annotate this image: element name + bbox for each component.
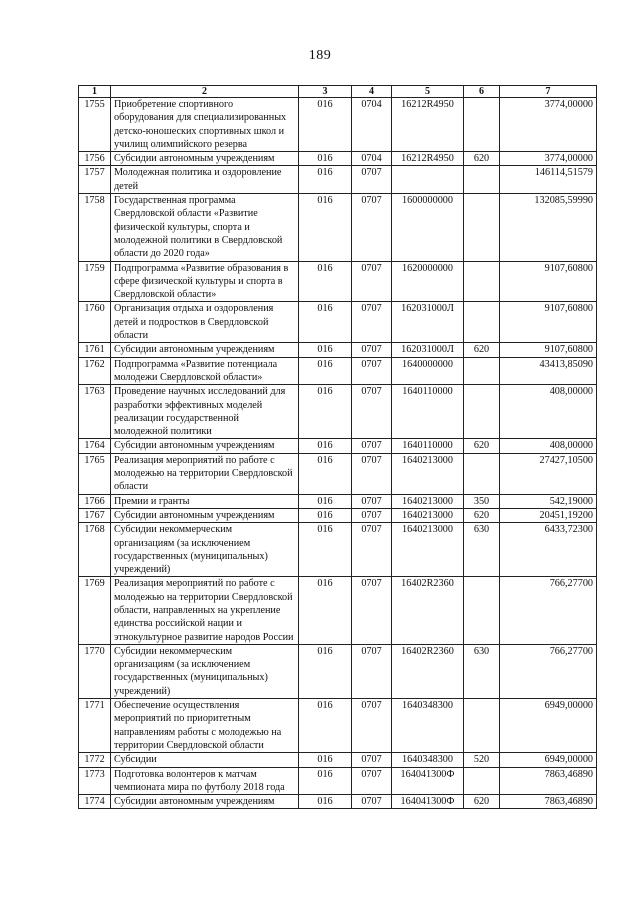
row-code-4: 0707 (352, 508, 392, 522)
row-name: Проведение научных исследований для разработки эффективных моделей реализации государственной молодежной политики (111, 385, 299, 439)
row-name: Обеспечение осуществления мероприятий по приоритетным направлениям работы с молодежью на территории Свердловской области (111, 699, 299, 753)
row-number: 1773 (79, 767, 111, 795)
row-number: 1756 (79, 152, 111, 166)
row-number: 1767 (79, 508, 111, 522)
row-code-6: 620 (464, 152, 500, 166)
row-amount: 3774,00000 (500, 98, 597, 152)
table-row (79, 577, 597, 644)
row-code-5: 164041300Ф (392, 795, 464, 809)
row-code-4: 0704 (352, 98, 392, 152)
table-row (79, 385, 597, 439)
row-amount: 27427,10500 (500, 453, 597, 494)
table-row (79, 152, 597, 166)
row-number: 1771 (79, 699, 111, 753)
budget-table (78, 85, 597, 809)
table-row (79, 699, 597, 753)
row-code-5 (392, 166, 464, 194)
row-code-5: 1640213000 (392, 508, 464, 522)
row-amount: 9107,60800 (500, 343, 597, 357)
row-code-5: 16402R2360 (392, 577, 464, 644)
row-amount: 766,27700 (500, 577, 597, 644)
row-amount: 43413,85090 (500, 357, 597, 385)
row-code-4: 0707 (352, 795, 392, 809)
row-code-4: 0707 (352, 166, 392, 194)
row-amount: 146114,51579 (500, 166, 597, 194)
row-number: 1758 (79, 194, 111, 261)
table-row (79, 644, 597, 698)
row-number: 1769 (79, 577, 111, 644)
row-code-5: 1640213000 (392, 453, 464, 494)
row-code-3: 016 (299, 523, 352, 577)
row-code-4: 0704 (352, 152, 392, 166)
row-code-3: 016 (299, 261, 352, 302)
row-code-3: 016 (299, 152, 352, 166)
row-name: Реализация мероприятий по работе с молодежью на территории Свердловской области (111, 453, 299, 494)
row-name: Подпрограмма «Развитие потенциала молодежи Свердловской области» (111, 357, 299, 385)
table-row (79, 508, 597, 522)
row-number: 1762 (79, 357, 111, 385)
row-number: 1759 (79, 261, 111, 302)
row-number: 1770 (79, 644, 111, 698)
row-amount: 132085,59990 (500, 194, 597, 261)
row-code-6 (464, 699, 500, 753)
row-code-5: 1600000000 (392, 194, 464, 261)
row-code-3: 016 (299, 98, 352, 152)
row-code-6 (464, 453, 500, 494)
row-code-3: 016 (299, 767, 352, 795)
row-code-5: 1640000000 (392, 357, 464, 385)
row-code-6: 630 (464, 523, 500, 577)
row-code-4: 0707 (352, 194, 392, 261)
row-code-5: 1640213000 (392, 523, 464, 577)
table-row (79, 357, 597, 385)
row-code-3: 016 (299, 439, 352, 453)
row-name: Реализация мероприятий по работе с молодежью на территории Свердловской области, направленных на укрепление единства российской нации и этнокультурное развитие народов России (111, 577, 299, 644)
column-header: 6 (464, 86, 500, 98)
header-row (79, 86, 597, 98)
row-code-3: 016 (299, 494, 352, 508)
table-row (79, 453, 597, 494)
row-code-4: 0707 (352, 343, 392, 357)
row-code-4: 0707 (352, 385, 392, 439)
row-number: 1772 (79, 753, 111, 767)
row-amount: 3774,00000 (500, 152, 597, 166)
row-code-5: 1640348300 (392, 699, 464, 753)
table-row (79, 343, 597, 357)
row-code-5: 16212R4950 (392, 152, 464, 166)
row-code-5: 16402R2360 (392, 644, 464, 698)
row-code-3: 016 (299, 343, 352, 357)
row-amount: 7863,46890 (500, 767, 597, 795)
row-amount: 6949,00000 (500, 753, 597, 767)
row-code-5: 1620000000 (392, 261, 464, 302)
row-code-6 (464, 577, 500, 644)
row-code-4: 0707 (352, 577, 392, 644)
row-amount: 9107,60800 (500, 261, 597, 302)
row-code-3: 016 (299, 699, 352, 753)
row-amount: 7863,46890 (500, 795, 597, 809)
row-code-6 (464, 194, 500, 261)
row-code-3: 016 (299, 357, 352, 385)
row-code-6: 350 (464, 494, 500, 508)
row-name: Субсидии (111, 753, 299, 767)
column-header: 5 (392, 86, 464, 98)
row-code-4: 0707 (352, 302, 392, 343)
row-code-6: 520 (464, 753, 500, 767)
table-row (79, 494, 597, 508)
row-code-3: 016 (299, 795, 352, 809)
row-code-3: 016 (299, 385, 352, 439)
row-amount: 6949,00000 (500, 699, 597, 753)
column-header: 2 (111, 86, 299, 98)
row-name: Субсидии автономным учреждениям (111, 152, 299, 166)
row-name: Подпрограмма «Развитие образования в сфере физической культуры и спорта в Свердловской области» (111, 261, 299, 302)
table-row (79, 753, 597, 767)
table-row (79, 166, 597, 194)
table-row (79, 261, 597, 302)
page-number: 189 (308, 48, 332, 63)
row-code-4: 0707 (352, 261, 392, 302)
row-code-6: 620 (464, 343, 500, 357)
column-header: 3 (299, 86, 352, 98)
row-amount: 6433,72300 (500, 523, 597, 577)
row-number: 1774 (79, 795, 111, 809)
row-code-6 (464, 357, 500, 385)
row-number: 1761 (79, 343, 111, 357)
row-code-4: 0707 (352, 767, 392, 795)
row-number: 1755 (79, 98, 111, 152)
table-row (79, 194, 597, 261)
row-amount: 408,00000 (500, 439, 597, 453)
row-code-6: 620 (464, 508, 500, 522)
row-code-6 (464, 767, 500, 795)
table-row (79, 439, 597, 453)
row-code-6: 630 (464, 644, 500, 698)
row-code-4: 0707 (352, 357, 392, 385)
row-number: 1763 (79, 385, 111, 439)
row-code-3: 016 (299, 166, 352, 194)
row-code-4: 0707 (352, 753, 392, 767)
row-number: 1768 (79, 523, 111, 577)
row-name: Молодежная политика и оздоровление детей (111, 166, 299, 194)
row-number: 1765 (79, 453, 111, 494)
row-code-6 (464, 166, 500, 194)
row-amount: 408,00000 (500, 385, 597, 439)
row-amount: 9107,60800 (500, 302, 597, 343)
row-name: Субсидии автономным учреждениям (111, 795, 299, 809)
row-code-4: 0707 (352, 439, 392, 453)
column-header: 7 (500, 86, 597, 98)
column-header: 4 (352, 86, 392, 98)
row-name: Субсидии некоммерческим организациям (за исключением государственных (муниципальных) учреждений) (111, 523, 299, 577)
table-row (79, 98, 597, 152)
row-code-5: 162031000Л (392, 302, 464, 343)
row-code-3: 016 (299, 508, 352, 522)
row-name: Подготовка волонтеров к матчам чемпионата мира по футболу 2018 года (111, 767, 299, 795)
row-code-5: 1640213000 (392, 494, 464, 508)
row-code-6: 620 (464, 795, 500, 809)
row-code-3: 016 (299, 753, 352, 767)
row-code-5: 1640110000 (392, 439, 464, 453)
row-name: Субсидии автономным учреждениям (111, 439, 299, 453)
row-name: Субсидии автономным учреждениям (111, 343, 299, 357)
row-code-5: 1640110000 (392, 385, 464, 439)
row-amount: 542,19000 (500, 494, 597, 508)
row-code-4: 0707 (352, 494, 392, 508)
row-code-3: 016 (299, 194, 352, 261)
row-name: Государственная программа Свердловской области «Развитие физической культуры, спорта и молодежной политики в Свердловской области до 2020 года» (111, 194, 299, 261)
row-code-6 (464, 385, 500, 439)
table-row (79, 302, 597, 343)
row-code-4: 0707 (352, 644, 392, 698)
row-number: 1760 (79, 302, 111, 343)
row-code-5: 164041300Ф (392, 767, 464, 795)
row-amount: 20451,19200 (500, 508, 597, 522)
row-code-6 (464, 261, 500, 302)
row-number: 1766 (79, 494, 111, 508)
row-code-5: 162031000Л (392, 343, 464, 357)
table-row (79, 795, 597, 809)
row-name: Субсидии автономным учреждениям (111, 508, 299, 522)
row-code-3: 016 (299, 453, 352, 494)
row-name: Организация отдыха и оздоровления детей и подростков в Свердловской области (111, 302, 299, 343)
row-code-5: 16212R4950 (392, 98, 464, 152)
row-code-6 (464, 98, 500, 152)
row-code-6: 620 (464, 439, 500, 453)
row-code-6 (464, 302, 500, 343)
row-code-3: 016 (299, 302, 352, 343)
row-name: Субсидии некоммерческим организациям (за исключением государственных (муниципальных) учреждений) (111, 644, 299, 698)
row-name: Приобретение спортивного оборудования для специализированных детско-юношеских спортивных школ и училищ олимпийского резерва (111, 98, 299, 152)
table-row (79, 767, 597, 795)
row-code-3: 016 (299, 577, 352, 644)
row-name: Премии и гранты (111, 494, 299, 508)
row-number: 1757 (79, 166, 111, 194)
row-code-5: 1640348300 (392, 753, 464, 767)
row-code-4: 0707 (352, 699, 392, 753)
row-amount: 766,27700 (500, 644, 597, 698)
row-code-4: 0707 (352, 453, 392, 494)
row-number: 1764 (79, 439, 111, 453)
row-code-4: 0707 (352, 523, 392, 577)
table-row (79, 523, 597, 577)
column-header: 1 (79, 86, 111, 98)
row-code-3: 016 (299, 644, 352, 698)
